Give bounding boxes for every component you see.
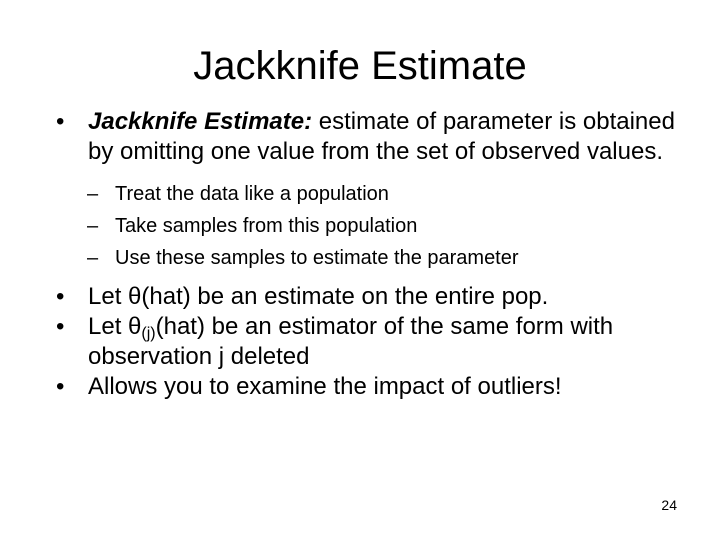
bullet-glyph: •: [56, 283, 65, 310]
bullet-glyph: •: [56, 373, 65, 400]
bullet-glyph: •: [56, 108, 65, 135]
bullet-theta-j-hat: [56, 312, 696, 372]
page-number: 24: [661, 497, 677, 513]
bullet-term: Jackknife Estimate:: [88, 108, 313, 135]
sub-bullet-text: Treat the data like a population: [115, 183, 389, 205]
bullet-text: estimate of parameter is obtained by omitting one value from the set of observed values.: [88, 108, 675, 165]
sub-bullet-list: [56, 178, 696, 274]
bullet-text: Allows you to examine the impact of outliers!: [88, 373, 562, 400]
sub-bullet-item: [87, 210, 696, 242]
bullet-jackknife-definition: [56, 107, 696, 167]
sub-bullet-block: [56, 178, 696, 274]
sub-bullet-text: Use these samples to estimate the parameter: [115, 247, 519, 269]
bullet-glyph: •: [56, 313, 65, 340]
subscript-j: (j): [141, 325, 156, 342]
sub-bullet-item: [87, 242, 696, 274]
bullet-theta-hat: [56, 282, 696, 312]
bullet-text-pre: Let θ: [88, 313, 142, 340]
sub-bullet-item: [87, 178, 696, 210]
slide-title: Jackknife Estimate: [193, 44, 527, 88]
bullet-list: [56, 107, 696, 402]
bullet-text: Let θ(hat) be an estimate on the entire pop.: [88, 283, 549, 310]
sub-bullet-glyph: –: [87, 247, 99, 269]
sub-bullet-glyph: –: [87, 215, 99, 237]
sub-bullet-text: Take samples from this population: [115, 215, 418, 237]
sub-bullet-glyph: –: [87, 183, 99, 205]
bullet-text-post: (hat) be an estimator of the same form with observation j deleted: [88, 313, 614, 370]
bullet-outliers: [56, 372, 696, 402]
